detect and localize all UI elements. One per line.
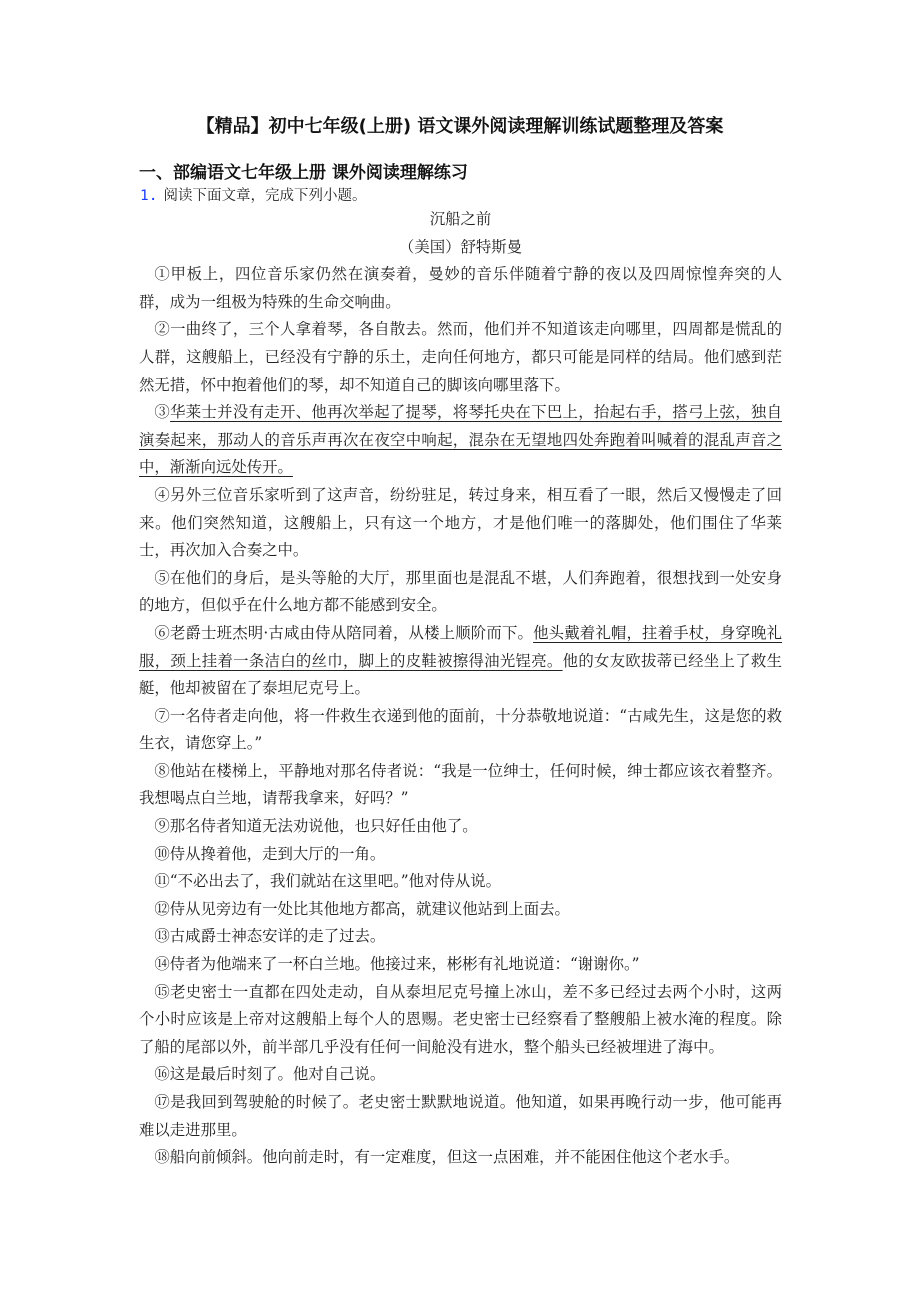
article-paragraph (139, 261, 782, 316)
paragraph-text: ⑮老史密士一直都在四处走动，自从泰坦尼克号撞上冰山，差不多已经过去两个小时，这两个小时应该是上帝对这艘船上每个人的恩赐。老史密士已经察看了整艘船上被水淹的程度。除了船的尾部以外，前半部几乎没有任何一间舱没有进水，整个船头已经被埋进了海中。 (139, 982, 782, 1056)
paragraph-text: ⑤在他们的身后，是头等舱的大厅，那里面也是混乱不堪，人们奔跑着，很想找到一处安身的地方，但似乎在什么地方都不能感到安全。 (139, 568, 782, 615)
paragraph-text: ②一曲终了，三个人拿着琴，各自散去。然而，他们并不知道该走向哪里，四周都是慌乱的人群，这艘船上，已经没有宁静的乐土，走向任何地方，都只可能是同样的结局。他们感到茫然无措，怀中抱着他们的琴，却不知道自己的脚该向哪里落下。 (139, 320, 782, 394)
paragraph-text: ⑰是我回到驾驶舱的时候了。老史密士默默地说道。他知道，如果再晚行动一步，他可能再难以走进那里。 (139, 1093, 782, 1139)
paragraph-text: ⑩侍从搀着他，走到大厅的一角。 (154, 844, 386, 863)
article-paragraph (139, 1061, 782, 1089)
article-paragraph (139, 399, 782, 482)
document-title: 【精品】初中七年级(上册) 语文课外阅读理解训练试题整理及答案 (196, 116, 724, 137)
paragraph-text: ①甲板上，四位音乐家仍然在演奏着，曼妙的音乐伴随着宁静的夜以及四周惊惶奔突的人群，成为一组极为特殊的生命交响曲。 (139, 265, 782, 311)
article-paragraph (139, 979, 782, 1062)
article-paragraph (139, 1144, 782, 1172)
paragraph-text: 他的女友欧拔蒂已经坐上了救生艇，他却被留在了泰坦尼克号上。 (139, 651, 782, 698)
paragraph-text: ⑱船向前倾斜。他向前走时，有一定难度，但这一点困难，并不能困住他这个老水手。 (154, 1148, 740, 1167)
question-number: 1. (140, 188, 158, 204)
underlined-sentence: 他头戴着礼帽，拄着手杖，身穿晚礼服，颈上挂着一条洁白的丝巾，脚上的皮鞋被擦得油光锃亮。 (139, 623, 782, 670)
underlined-sentence: 华莱士并没有走开、他再次举起了提琴，将琴托央在下巴上，抬起右手，搭弓上弦，独自演奏起来，那动人的音乐声再次在夜空中响起，混杂在无望地四处奔跑着叫喊着的混乱声音之中，渐渐向远处传开。 (139, 403, 782, 477)
article-paragraph (139, 868, 782, 896)
paragraph-text: ⑨那名侍者知道无法劝说他，也只好任由他了。 (154, 817, 478, 836)
paragraph-text: ⑦一名侍者走向他，将一件救生衣递到他的面前，十分恭敬地说道：“古咸先生，这是您的救生衣，请您穿上。” (139, 706, 782, 753)
article-paragraph (139, 565, 782, 620)
paragraph-text: ⑬古咸爵士神态安详的走了过去。 (154, 927, 386, 946)
article-paragraph (139, 841, 782, 869)
article-body (139, 261, 782, 1172)
article-paragraph (139, 1089, 782, 1144)
question-1 (140, 184, 366, 205)
article-paragraph (139, 703, 782, 758)
article (139, 206, 782, 1172)
question-prompt: 阅读下面文章，完成下列小题。 (163, 188, 367, 204)
paragraph-text: ⑫侍从见旁边有一处比其他地方都高，就建议他站到上面去。 (154, 899, 570, 918)
article-paragraph (139, 951, 782, 979)
paragraph-text: ⑥老爵士班杰明·古咸由侍从陪同着，从楼上顺阶而下。 (154, 623, 534, 642)
paragraph-text: ④另外三位音乐家听到了这声音，纷纷驻足，转过身来，相互看了一眼，然后又慢慢走了回来。他们突然知道，这艘船上，只有这一个地方，才是他们唯一的落脚处，他们围住了华莱士，再次加入合奏之中。 (139, 485, 782, 560)
paragraph-text: ⑧他站在楼梯上，平静地对那名侍者说：“我是一位绅士，任何时候，绅士都应该衣着整齐。我想喝点白兰地，请帮我拿来，好吗？” (139, 761, 782, 808)
article-paragraph (139, 758, 782, 813)
paragraph-text: ⑯这是最后时刻了。他对自己说。 (154, 1065, 386, 1084)
article-paragraph (139, 620, 782, 703)
article-author: （美国）舒特斯曼 (398, 237, 523, 256)
article-paragraph (139, 896, 782, 924)
article-title: 沉船之前 (429, 210, 492, 228)
section-heading: 一、部编语文七年级上册 课外阅读理解练习 (139, 163, 468, 183)
paragraph-text: ⑭侍者为他端来了一杯白兰地。他接过来，彬彬有礼地说道：“谢谢你。” (154, 955, 640, 974)
article-paragraph (139, 923, 782, 951)
article-paragraph (139, 316, 782, 399)
article-paragraph (139, 482, 782, 565)
article-paragraph (139, 813, 782, 841)
paragraph-text: ⑪“不必出去了，我们就站在这里吧。”他对侍从说。 (154, 872, 502, 891)
paragraph-text: ③ (154, 403, 171, 422)
